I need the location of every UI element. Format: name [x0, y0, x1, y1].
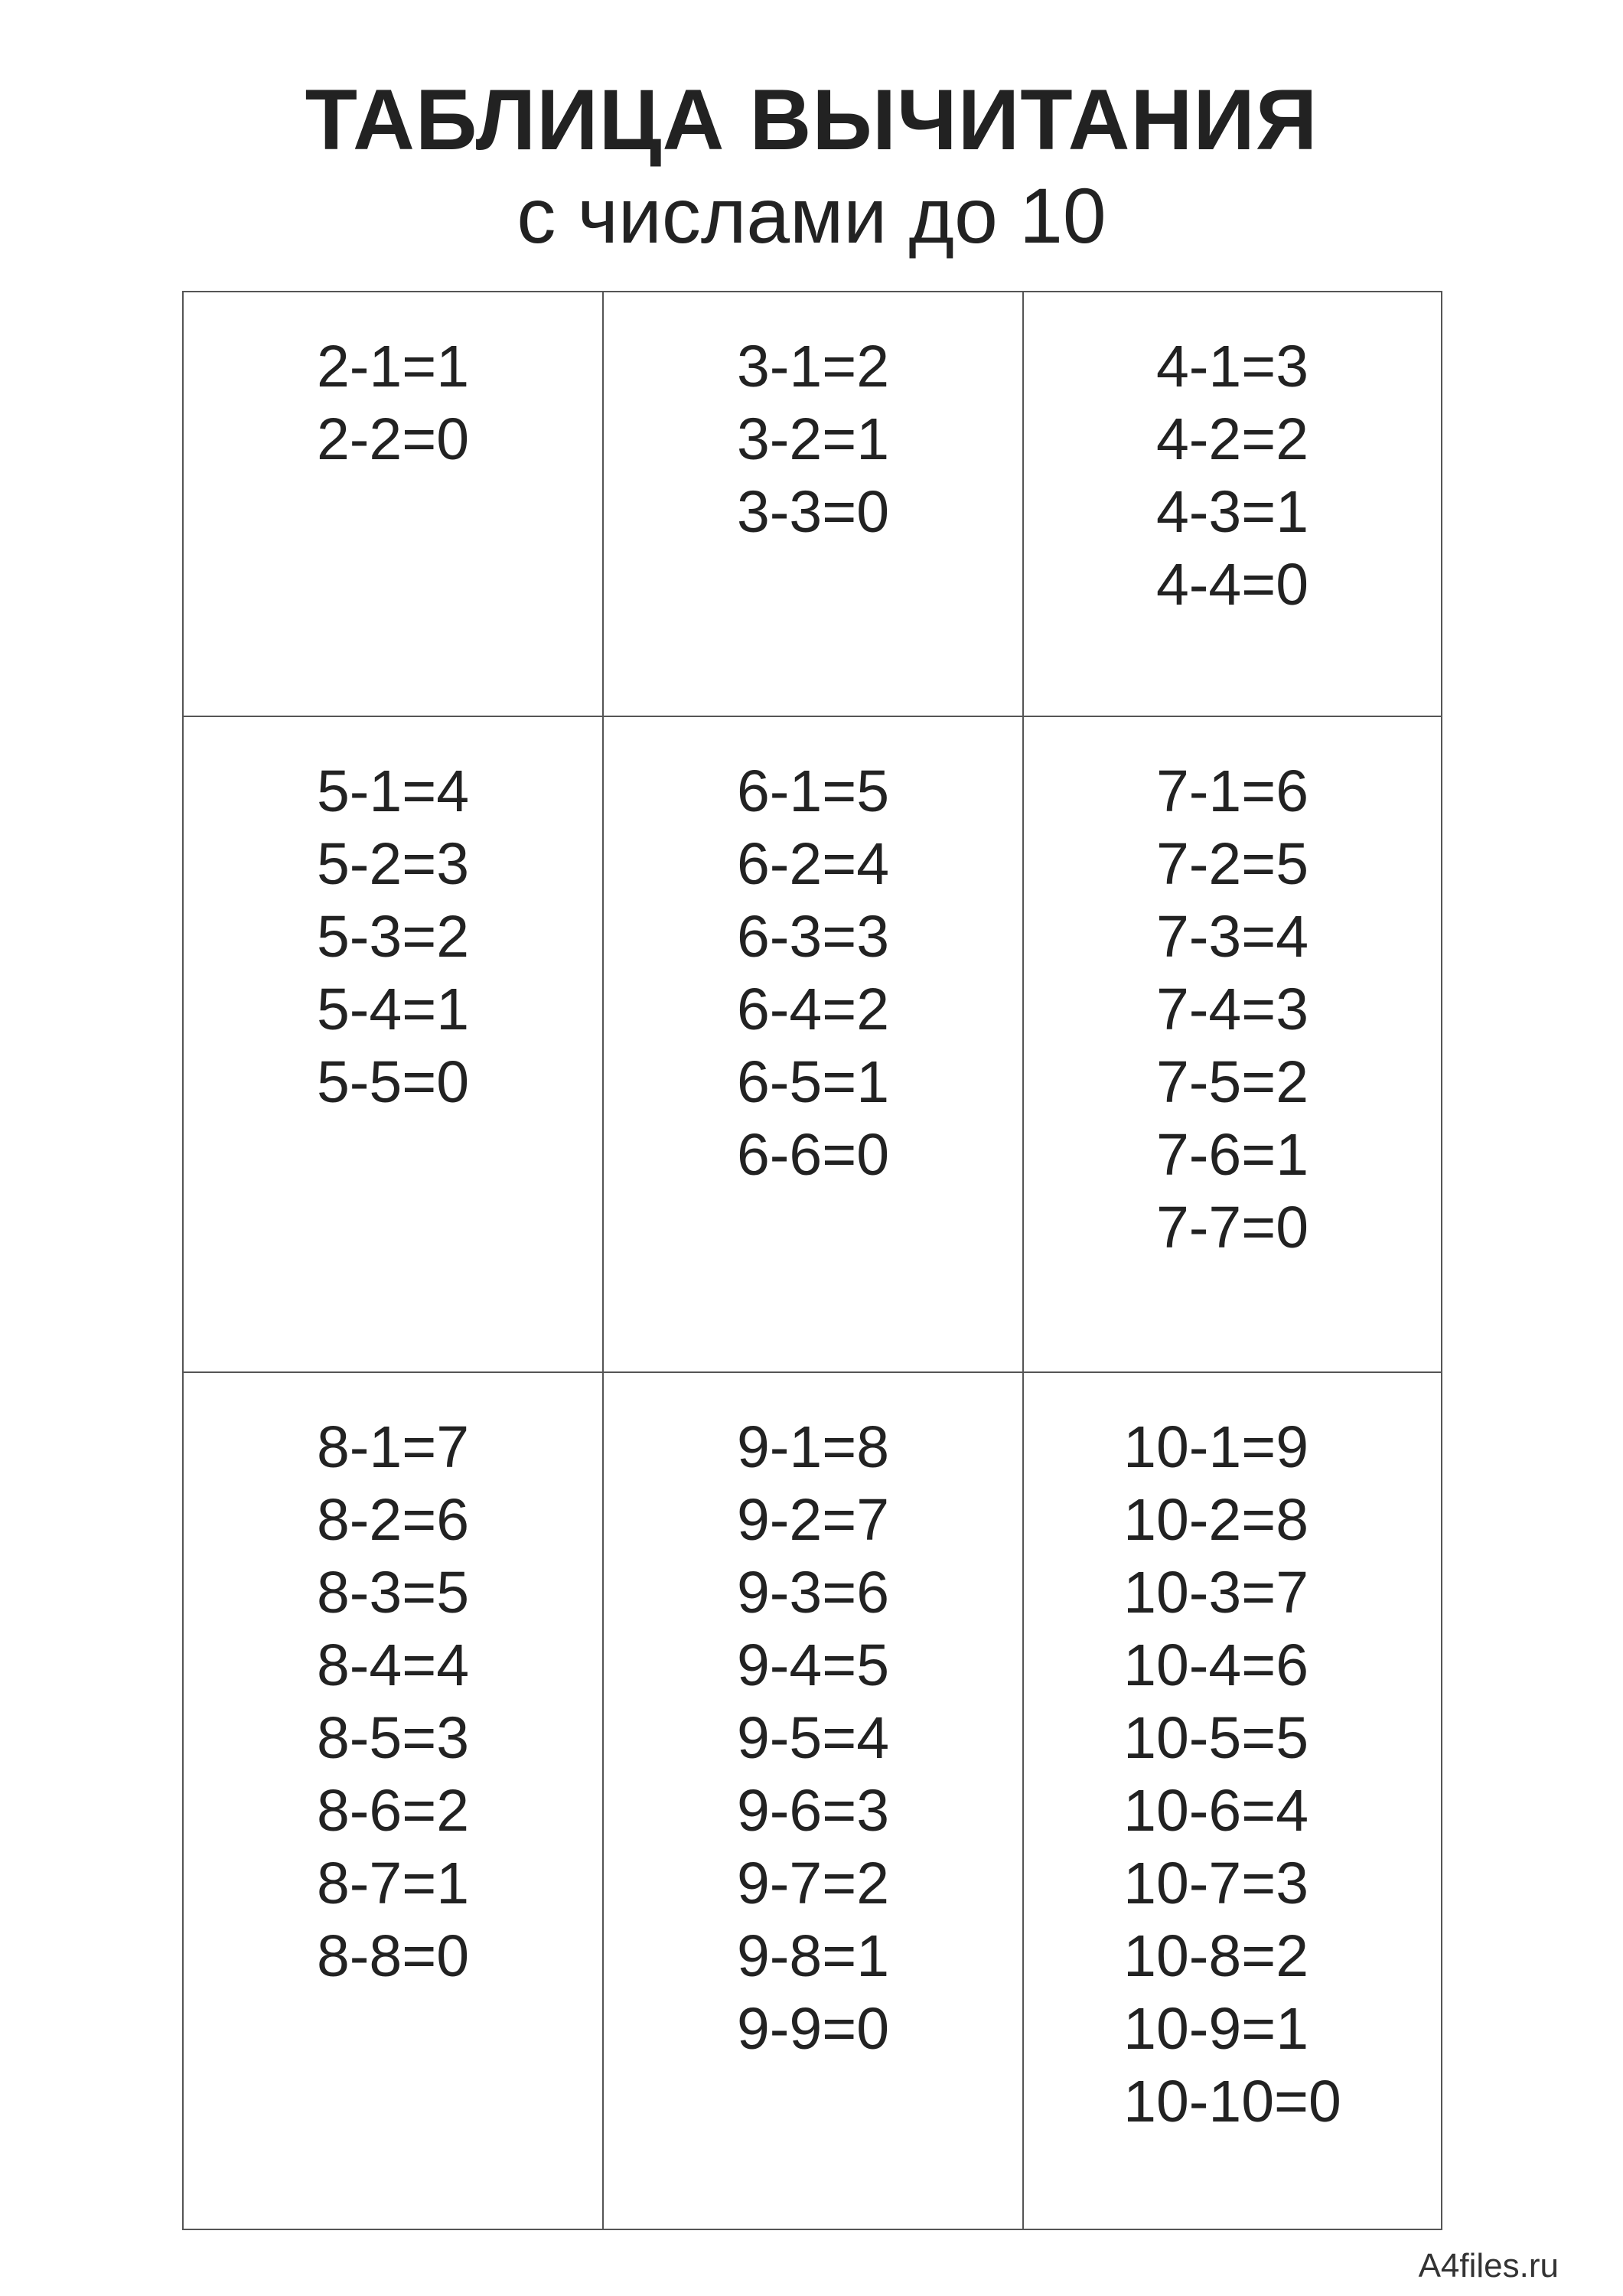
equation: 9-8=1 — [736, 1923, 890, 1989]
table-cell — [1024, 292, 1441, 717]
equation: 2-1=1 — [316, 334, 470, 400]
equation: 10-1=9 — [1123, 1414, 1309, 1480]
equation: 4-2=2 — [1155, 406, 1309, 472]
equation: 5-5=0 — [316, 1049, 470, 1115]
equation: 9-9=0 — [736, 1996, 890, 2062]
equation: 5-1=4 — [316, 758, 470, 824]
equation: 4-3=1 — [1155, 479, 1309, 545]
equation: 10-8=2 — [1123, 1923, 1309, 1989]
page-subtitle: с числами до 10 — [517, 172, 1106, 259]
equation: 10-2=8 — [1123, 1487, 1309, 1553]
equation-list — [317, 331, 469, 716]
equation: 9-4=5 — [736, 1632, 890, 1698]
equation: 9-6=3 — [736, 1778, 890, 1844]
equation: 10-7=3 — [1123, 1851, 1309, 1916]
equation-list — [317, 1411, 469, 2229]
equation: 6-4=2 — [736, 977, 890, 1042]
equation: 5-4=1 — [316, 977, 470, 1042]
equation: 6-6=0 — [736, 1122, 890, 1188]
equation: 10-5=5 — [1123, 1705, 1309, 1771]
equation: 9-5=4 — [736, 1705, 890, 1771]
equation: 9-3=6 — [736, 1560, 890, 1626]
equation: 8-8=0 — [316, 1923, 470, 1989]
equation-list — [737, 755, 889, 1371]
equation: 8-4=4 — [316, 1632, 470, 1698]
equation-list — [1156, 755, 1309, 1371]
equation: 6-5=1 — [736, 1049, 890, 1115]
equation: 8-1=7 — [316, 1414, 470, 1480]
equation: 3-1=2 — [736, 334, 890, 400]
subtraction-table — [182, 291, 1442, 2230]
equation: 4-1=3 — [1155, 334, 1309, 400]
equation: 5-3=2 — [316, 904, 470, 970]
equation: 10-10=0 — [1123, 2069, 1341, 2135]
equation: 7-5=2 — [1155, 1049, 1309, 1115]
table-cell — [184, 717, 604, 1373]
table-cell — [184, 1373, 604, 2229]
table-cell — [1024, 717, 1441, 1373]
equation: 6-3=3 — [736, 904, 890, 970]
table-cell — [604, 292, 1024, 717]
equation: 7-4=3 — [1155, 977, 1309, 1042]
equation: 10-3=7 — [1123, 1560, 1309, 1626]
equation-list — [737, 1411, 889, 2229]
equation: 7-3=4 — [1155, 904, 1309, 970]
equation-list — [737, 331, 889, 716]
equation: 7-1=6 — [1155, 758, 1309, 824]
equation: 7-7=0 — [1155, 1195, 1309, 1261]
table-cell — [604, 1373, 1024, 2229]
equation: 4-4=0 — [1155, 552, 1309, 618]
equation: 6-2=4 — [736, 831, 890, 897]
equation: 10-4=6 — [1123, 1632, 1309, 1698]
equation: 9-2=7 — [736, 1487, 890, 1553]
equation: 8-2=6 — [316, 1487, 470, 1553]
table-cell — [184, 292, 604, 717]
equation: 8-6=2 — [316, 1778, 470, 1844]
equation: 7-6=1 — [1155, 1122, 1309, 1188]
page-title: ТАБЛИЦА ВЫЧИТАНИЯ — [305, 72, 1318, 168]
equation: 7-2=5 — [1155, 831, 1309, 897]
table-cell — [1024, 1373, 1441, 2229]
equation: 9-7=2 — [736, 1851, 890, 1916]
equation-list — [317, 755, 469, 1371]
source-watermark: A4files.ru — [1418, 2247, 1559, 2285]
equation: 8-5=3 — [316, 1705, 470, 1771]
equation: 9-1=8 — [736, 1414, 890, 1480]
equation-list — [1123, 1411, 1341, 2229]
table-cell — [604, 717, 1024, 1373]
equation: 2-2=0 — [316, 406, 470, 472]
equation: 10-9=1 — [1123, 1996, 1309, 2062]
equation: 8-7=1 — [316, 1851, 470, 1916]
equation-list — [1156, 331, 1309, 716]
equation: 6-1=5 — [736, 758, 890, 824]
equation: 5-2=3 — [316, 831, 470, 897]
equation: 3-3=0 — [736, 479, 890, 545]
equation: 3-2=1 — [736, 406, 890, 472]
equation: 10-6=4 — [1123, 1778, 1309, 1844]
equation: 8-3=5 — [316, 1560, 470, 1626]
